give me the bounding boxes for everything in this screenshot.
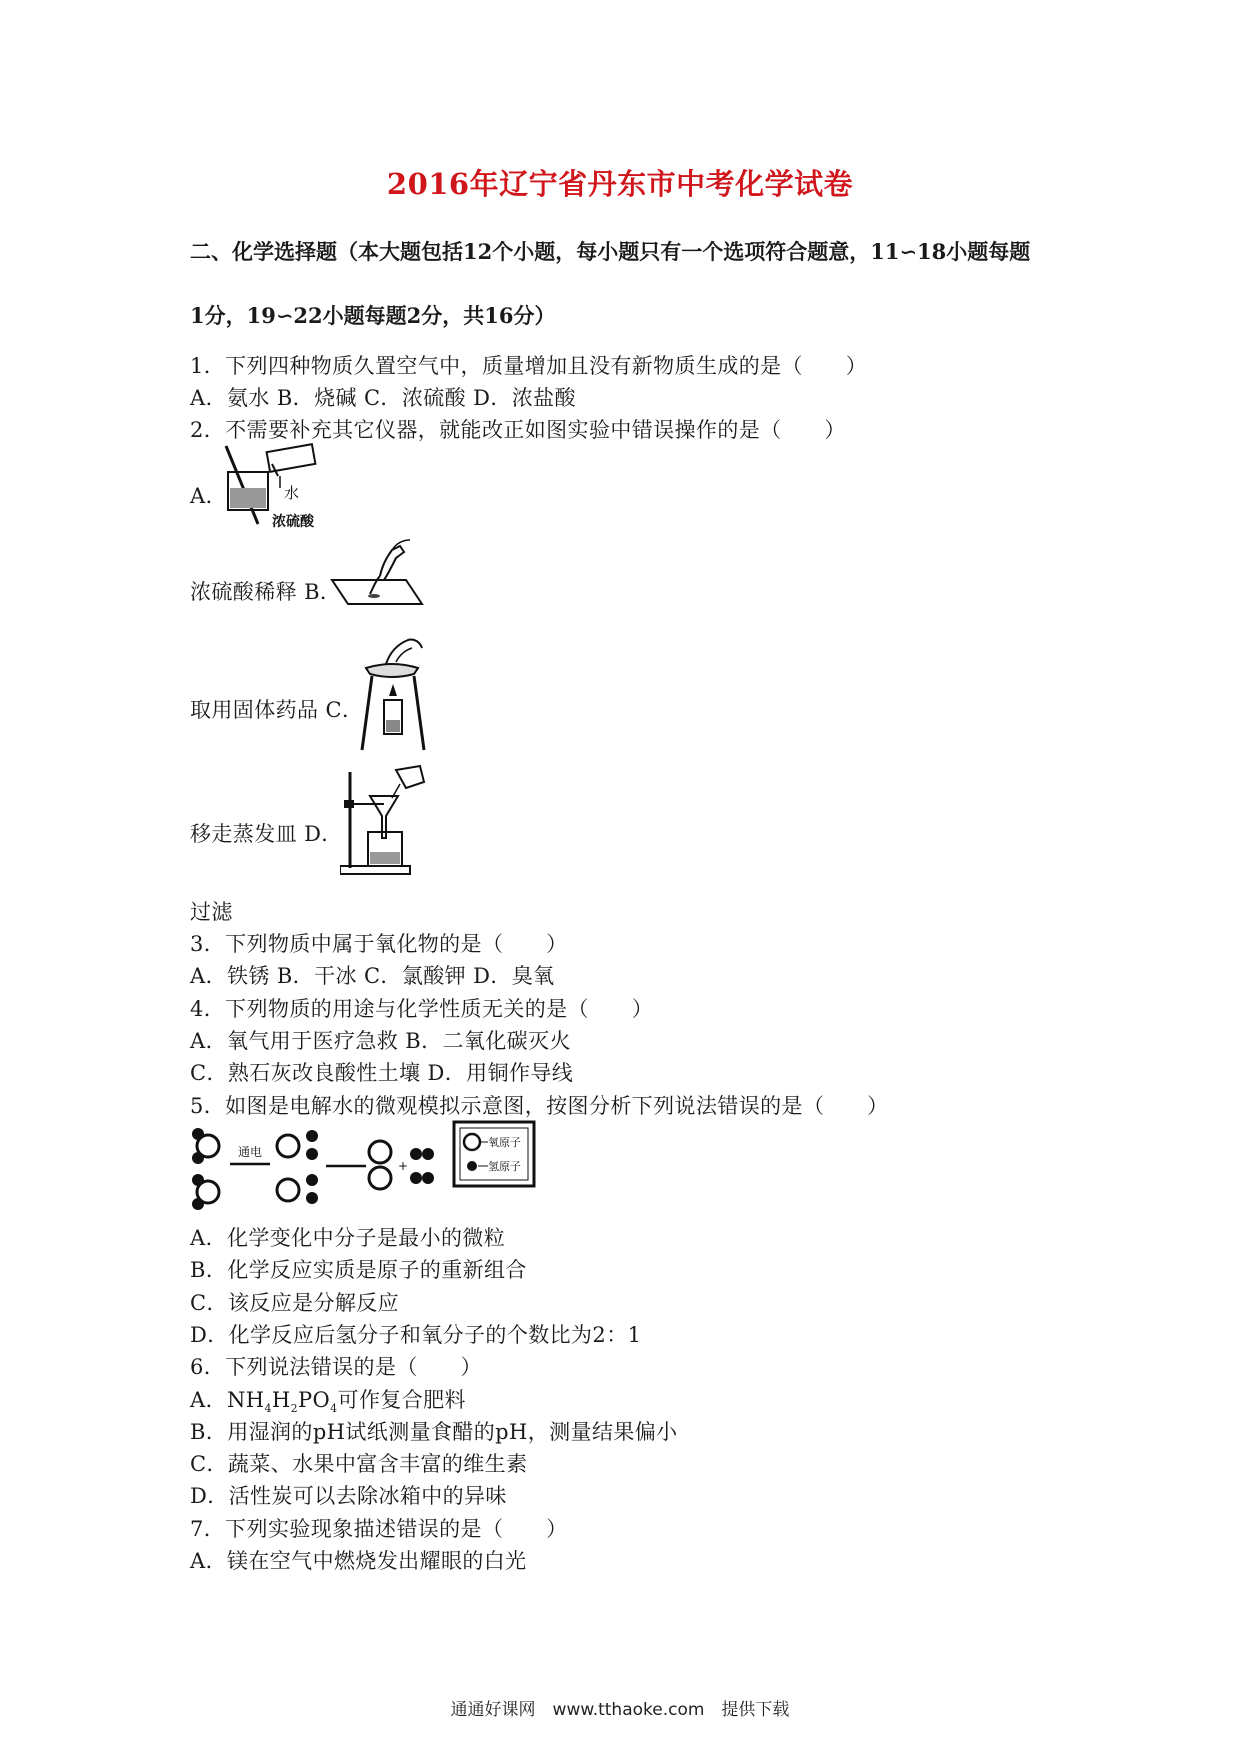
q4-options-1: A．氧气用于医疗急救 B．二氧化碳灭火	[190, 1029, 571, 1053]
q7-option-a: A．镁在空气中燃烧发出耀眼的白光	[190, 1549, 527, 1573]
q7-stem: 7．下列实验现象描述错误的是（ ）	[190, 1517, 568, 1541]
figure-label-water: 水	[284, 484, 300, 502]
figure-label-acid: 浓硫酸	[272, 514, 314, 530]
q6-option-a: A．$NH_4H_2PO_4$可作复合肥料	[190, 1388, 466, 1416]
q5-option-a: A．化学变化中分子是最小的微粒	[190, 1226, 506, 1250]
q6-option-c: C．蔬菜、水果中富含丰富的维生素	[190, 1452, 528, 1476]
q2-caption-b: 取用固体药品 C．	[190, 698, 364, 722]
q2-stem: 2．不需要补充其它仪器，就能改正如图实验中错误操作的是（ ）	[190, 418, 846, 442]
figure-dilute-acid	[222, 442, 328, 532]
legend-hydrogen-atom: 氢原子	[488, 1160, 521, 1173]
figure-take-solid	[330, 536, 426, 614]
q5-option-b: B．化学反应实质是原子的重新组合	[190, 1258, 527, 1282]
legend-oxygen-atom: 氧原子	[488, 1136, 521, 1149]
q6-option-d: D．活性炭可以去除冰箱中的异味	[190, 1484, 507, 1508]
section-heading-line-1: 二、化学选择题（本大题包括12个小题，每小题只有一个选项符合题意，11∽18小题每题	[190, 239, 1031, 264]
svg-text:+: +	[398, 1159, 409, 1173]
q5-option-c: C．该反应是分解反应	[190, 1291, 400, 1315]
q1-stem: 1．下列四种物质久置空气中，质量增加且没有新物质生成的是（ ）	[190, 354, 868, 378]
q6-option-b: B．用湿润的pH试纸测量食醋的pH，测量结果偏小	[190, 1420, 678, 1444]
q2-caption-c: 移走蒸发皿 D．	[190, 822, 343, 846]
q4-options-2: C．熟石灰改良酸性土壤 D．用铜作导线	[190, 1061, 574, 1085]
figure-electrolysis-diagram	[186, 1120, 538, 1212]
page-footer: 通通好课网 www.tthaoke.com 提供下载	[450, 1700, 790, 1720]
figure-filtration	[340, 764, 430, 876]
q6-stem: 6．下列说法错误的是（ ）	[190, 1355, 482, 1379]
q5-option-d: D．化学反应后氢分子和氧分子的个数比为2：1	[190, 1323, 642, 1347]
q5-stem: 5．如图是电解水的微观模拟示意图，按图分析下列说法错误的是（ ）	[190, 1094, 889, 1118]
figure-label-energize: 通电	[238, 1145, 263, 1159]
q2-option-a-label: A．	[190, 484, 227, 508]
q2-caption-d: 过滤	[190, 900, 233, 924]
q3-options: A．铁锈 B．干冰 C．氯酸钾 D．臭氧	[190, 964, 555, 988]
q4-stem: 4．下列物质的用途与化学性质无关的是（ ）	[190, 997, 654, 1021]
figure-evaporating-dish	[356, 634, 430, 752]
page-title: 2016年辽宁省丹东市中考化学试卷	[386, 167, 854, 201]
section-heading-line-2: 1分，19∽22小题每题2分，共16分）	[190, 303, 556, 328]
q1-options: A．氨水 B．烧碱 C．浓硫酸 D．浓盐酸	[190, 386, 576, 410]
q3-stem: 3．下列物质中属于氧化物的是（ ）	[190, 932, 568, 956]
q2-caption-a: 浓硫酸稀释 B．	[190, 580, 342, 604]
